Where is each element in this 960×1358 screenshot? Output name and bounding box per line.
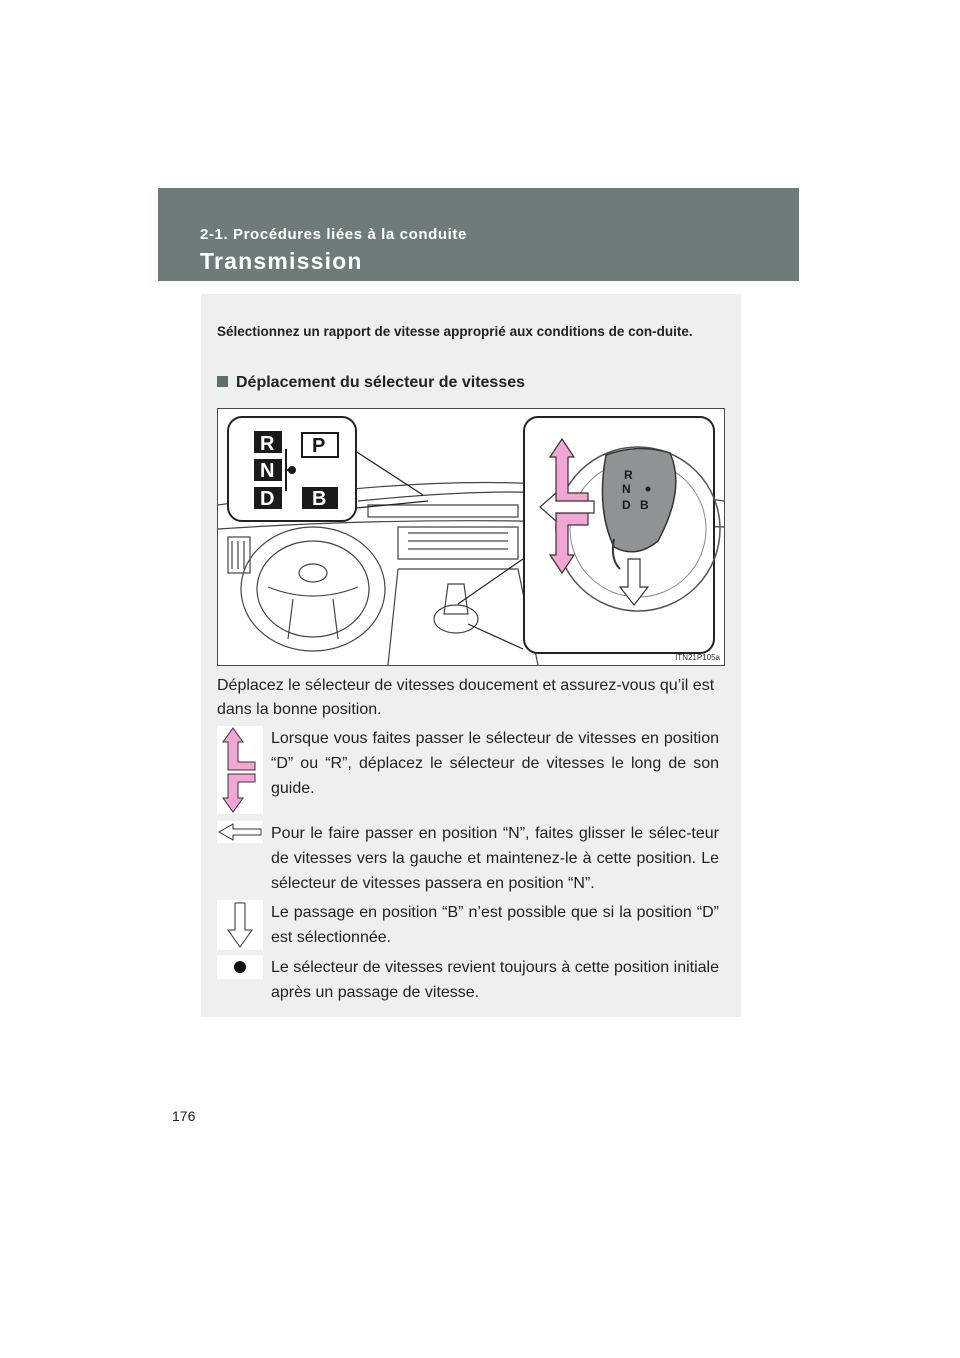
legend-text: Pour le faire passer en position “N”, faites glisser le sélec-teur de vitesses vers la gauche et maintenez-le à cette position. Le sélecteur de vitesses passera en position “N”. xyxy=(271,825,719,892)
legend-text: Lorsque vous faites passer le sélecteur de vitesses en position “D” ou “R”, déplacez le sélecteur de vitesses le long de son guide. xyxy=(271,730,719,797)
dashboard-drawing xyxy=(218,409,724,665)
subheading xyxy=(217,374,525,392)
knob-letter-b: B xyxy=(640,498,649,512)
legend-item xyxy=(217,955,725,1005)
pattern-letter-b: B xyxy=(312,488,327,510)
figure-code: ITN21P105a xyxy=(675,653,720,662)
legend-item xyxy=(217,726,725,810)
shift-lever-illustration xyxy=(217,408,725,666)
knob-letter-r: R xyxy=(624,468,633,482)
legend-text: Le passage en position “B” n’est possible que si la position “D” est sélectionnée. xyxy=(271,904,719,946)
legend-item xyxy=(217,900,725,950)
knob-letter-n: N xyxy=(622,482,631,496)
pattern-letter-r: R xyxy=(260,433,275,455)
down-arrow-icon xyxy=(217,900,265,955)
pink-up-down-arrows-icon xyxy=(217,726,265,819)
page-title: Transmission xyxy=(200,248,363,274)
instruction-text: Déplacez le sélecteur de vitesses doucement et assurez-vous qu’il est dans la bonne position. xyxy=(217,677,715,718)
knob-letter-d: D xyxy=(622,498,631,512)
legend-item xyxy=(217,821,725,897)
dot-icon xyxy=(217,955,265,984)
left-arrow-icon xyxy=(217,821,265,848)
section-label: 2-1. Procédures liées à la conduite xyxy=(200,226,467,243)
pattern-letter-p: P xyxy=(312,435,326,457)
pattern-letter-d: D xyxy=(260,488,275,510)
content-panel xyxy=(201,294,741,1017)
chapter-header xyxy=(158,188,799,281)
pattern-letter-n: N xyxy=(260,460,275,482)
legend-text: Le sélecteur de vitesses revient toujours à cette position initiale après un passage de vitesse. xyxy=(271,959,719,1001)
subheading-text: Déplacement du sélecteur de vitesses xyxy=(236,374,526,391)
intro-text: Sélectionnez un rapport de vitesse approprié aux conditions de con-duite. xyxy=(217,324,693,339)
square-bullet-icon xyxy=(217,376,228,387)
page-number: 176 xyxy=(172,1108,196,1124)
